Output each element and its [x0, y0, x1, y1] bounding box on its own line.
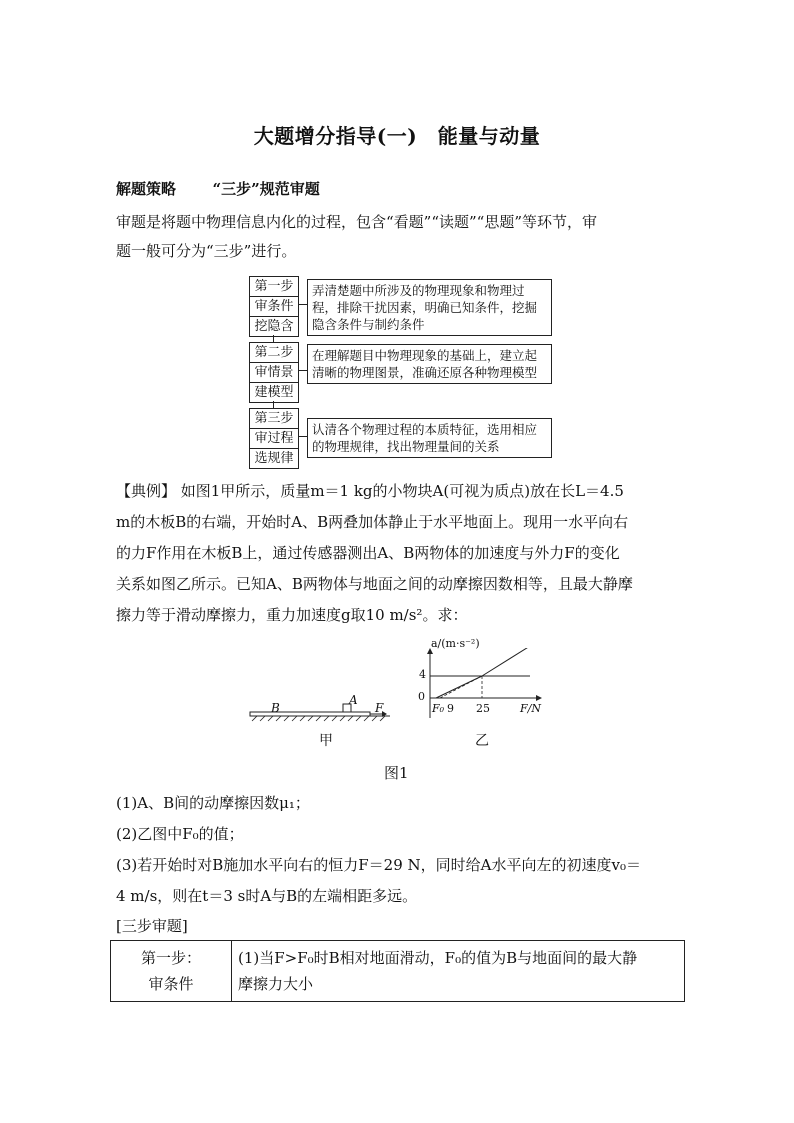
label-f: F	[375, 701, 384, 715]
flow-step-3-box	[249, 408, 299, 469]
example-line-1: 【典例】 如图1甲所示，质量m＝1 kg的小物块A(可视为质点)放在长L＝4.5	[116, 482, 624, 500]
example-line-4: 关系如图乙所示。已知A、B两物体与地面之间的动摩擦因数相等，且最大静摩	[116, 575, 633, 593]
flow-step-1-connector	[298, 304, 307, 305]
flow-step-3-label: 第三步	[250, 409, 298, 429]
tick-origin: 0	[418, 690, 425, 703]
figure-yi-caption: 乙	[475, 733, 489, 749]
series-a-dashed	[440, 676, 482, 698]
review-heading: [三步审题]	[116, 917, 188, 935]
flow-step-1-name-1: 审条件	[250, 297, 298, 317]
flow-step-2-box	[249, 342, 299, 403]
label-a: A	[349, 693, 358, 707]
strategy-heading	[116, 178, 320, 200]
review-step-label: 第一步：	[140, 949, 201, 967]
x-axis-label: F/N	[520, 702, 541, 715]
flow-step-2-label: 第二步	[250, 343, 298, 363]
flow-step-1-label: 第一步	[250, 277, 298, 297]
ground-hatch	[250, 716, 390, 721]
table-row	[111, 941, 685, 1002]
flow-step-2-name-2: 建模型	[254, 385, 294, 400]
flow-step-1-box	[249, 276, 299, 337]
tick-25: 25	[476, 702, 490, 715]
flow-step-1-desc: 弄清楚题中所涉及的物理现象和物理过程，排除干扰因素，明确已知条件，挖掘隐含条件与制约条件	[307, 279, 552, 336]
example-line-3: 的力F作用在木板B上，通过传感器测出A、B两物体的加速度与外力F的变化	[116, 544, 620, 562]
y-axis-label: a/(m·s⁻²)	[431, 637, 480, 650]
series-b-upper	[482, 648, 530, 676]
flow-step-2-desc: 在理解题目中物理现象的基础上，建立起清晰的物理图景，准确还原各种物理模型	[307, 344, 552, 384]
question-3-line-1: (3)若开始时对B施加水平向右的恒力F＝29 N，同时给A水平向左的初速度v₀＝	[116, 856, 641, 874]
question-2: (2)乙图中F₀的值；	[116, 825, 244, 843]
review-step-cell	[111, 941, 232, 1002]
flow-step-3-desc: 认清各个物理过程的本质特征，选用相应的物理规律，找出物理量间的关系	[307, 418, 552, 458]
x-axis-arrow	[536, 695, 542, 701]
question-3-line-2: 4 m/s，则在t＝3 s时A与B的左端相距多远。	[116, 887, 418, 905]
figure-caption: 图1	[384, 764, 409, 782]
intro-line-2: 题一般可分为“三步”进行。	[116, 242, 297, 260]
flow-step-1-name-2: 挖隐含	[254, 319, 294, 334]
intro-line-1: 审题是将题中物理信息内化的过程，包含“看题”“读题”“思题”等环节，审	[116, 213, 598, 231]
flow-step-2-connector	[298, 370, 307, 371]
flow-step-3-name-1: 审过程	[250, 429, 298, 449]
review-content-cell	[232, 941, 685, 1002]
figure-jia-drawing	[248, 690, 393, 725]
board-b	[250, 712, 370, 716]
review-step-name: 审条件	[148, 975, 194, 993]
series-b-segment	[436, 676, 482, 698]
page-title: 大题增分指导(一) 能量与动量	[253, 124, 541, 148]
flow-arrow-1	[273, 335, 274, 342]
review-content-line-2: 摩擦力大小	[238, 975, 314, 993]
flow-arrow-2	[273, 401, 274, 408]
tick-y-4: 4	[419, 668, 426, 681]
strategy-heading-text: 解题策略	[116, 180, 177, 198]
review-content-line-1: (1)当F>F₀时B相对地面滑动，F₀的值为B与地面间的最大静	[238, 949, 638, 967]
label-b: B	[271, 701, 280, 715]
tick-f0: F₀	[432, 702, 445, 715]
review-table	[110, 940, 685, 1002]
strategy-subtitle: “三步”规范审题	[212, 180, 320, 198]
figure-jia-caption: 甲	[319, 733, 333, 749]
example-line-5: 擦力等于滑动摩擦力，重力加速度g取10 m/s²。求：	[116, 606, 468, 624]
example-line-2: m的木板B的右端，开始时A、B两叠加体静止于水平地面上。现用一水平向右	[116, 513, 629, 531]
flow-step-2-name-1: 审情景	[250, 363, 298, 383]
tick-9: 9	[447, 702, 454, 715]
question-1: (1)A、B间的动摩擦因数μ₁；	[116, 794, 310, 812]
flow-step-3-connector	[298, 436, 307, 437]
flow-step-3-name-2: 选规律	[254, 451, 294, 466]
